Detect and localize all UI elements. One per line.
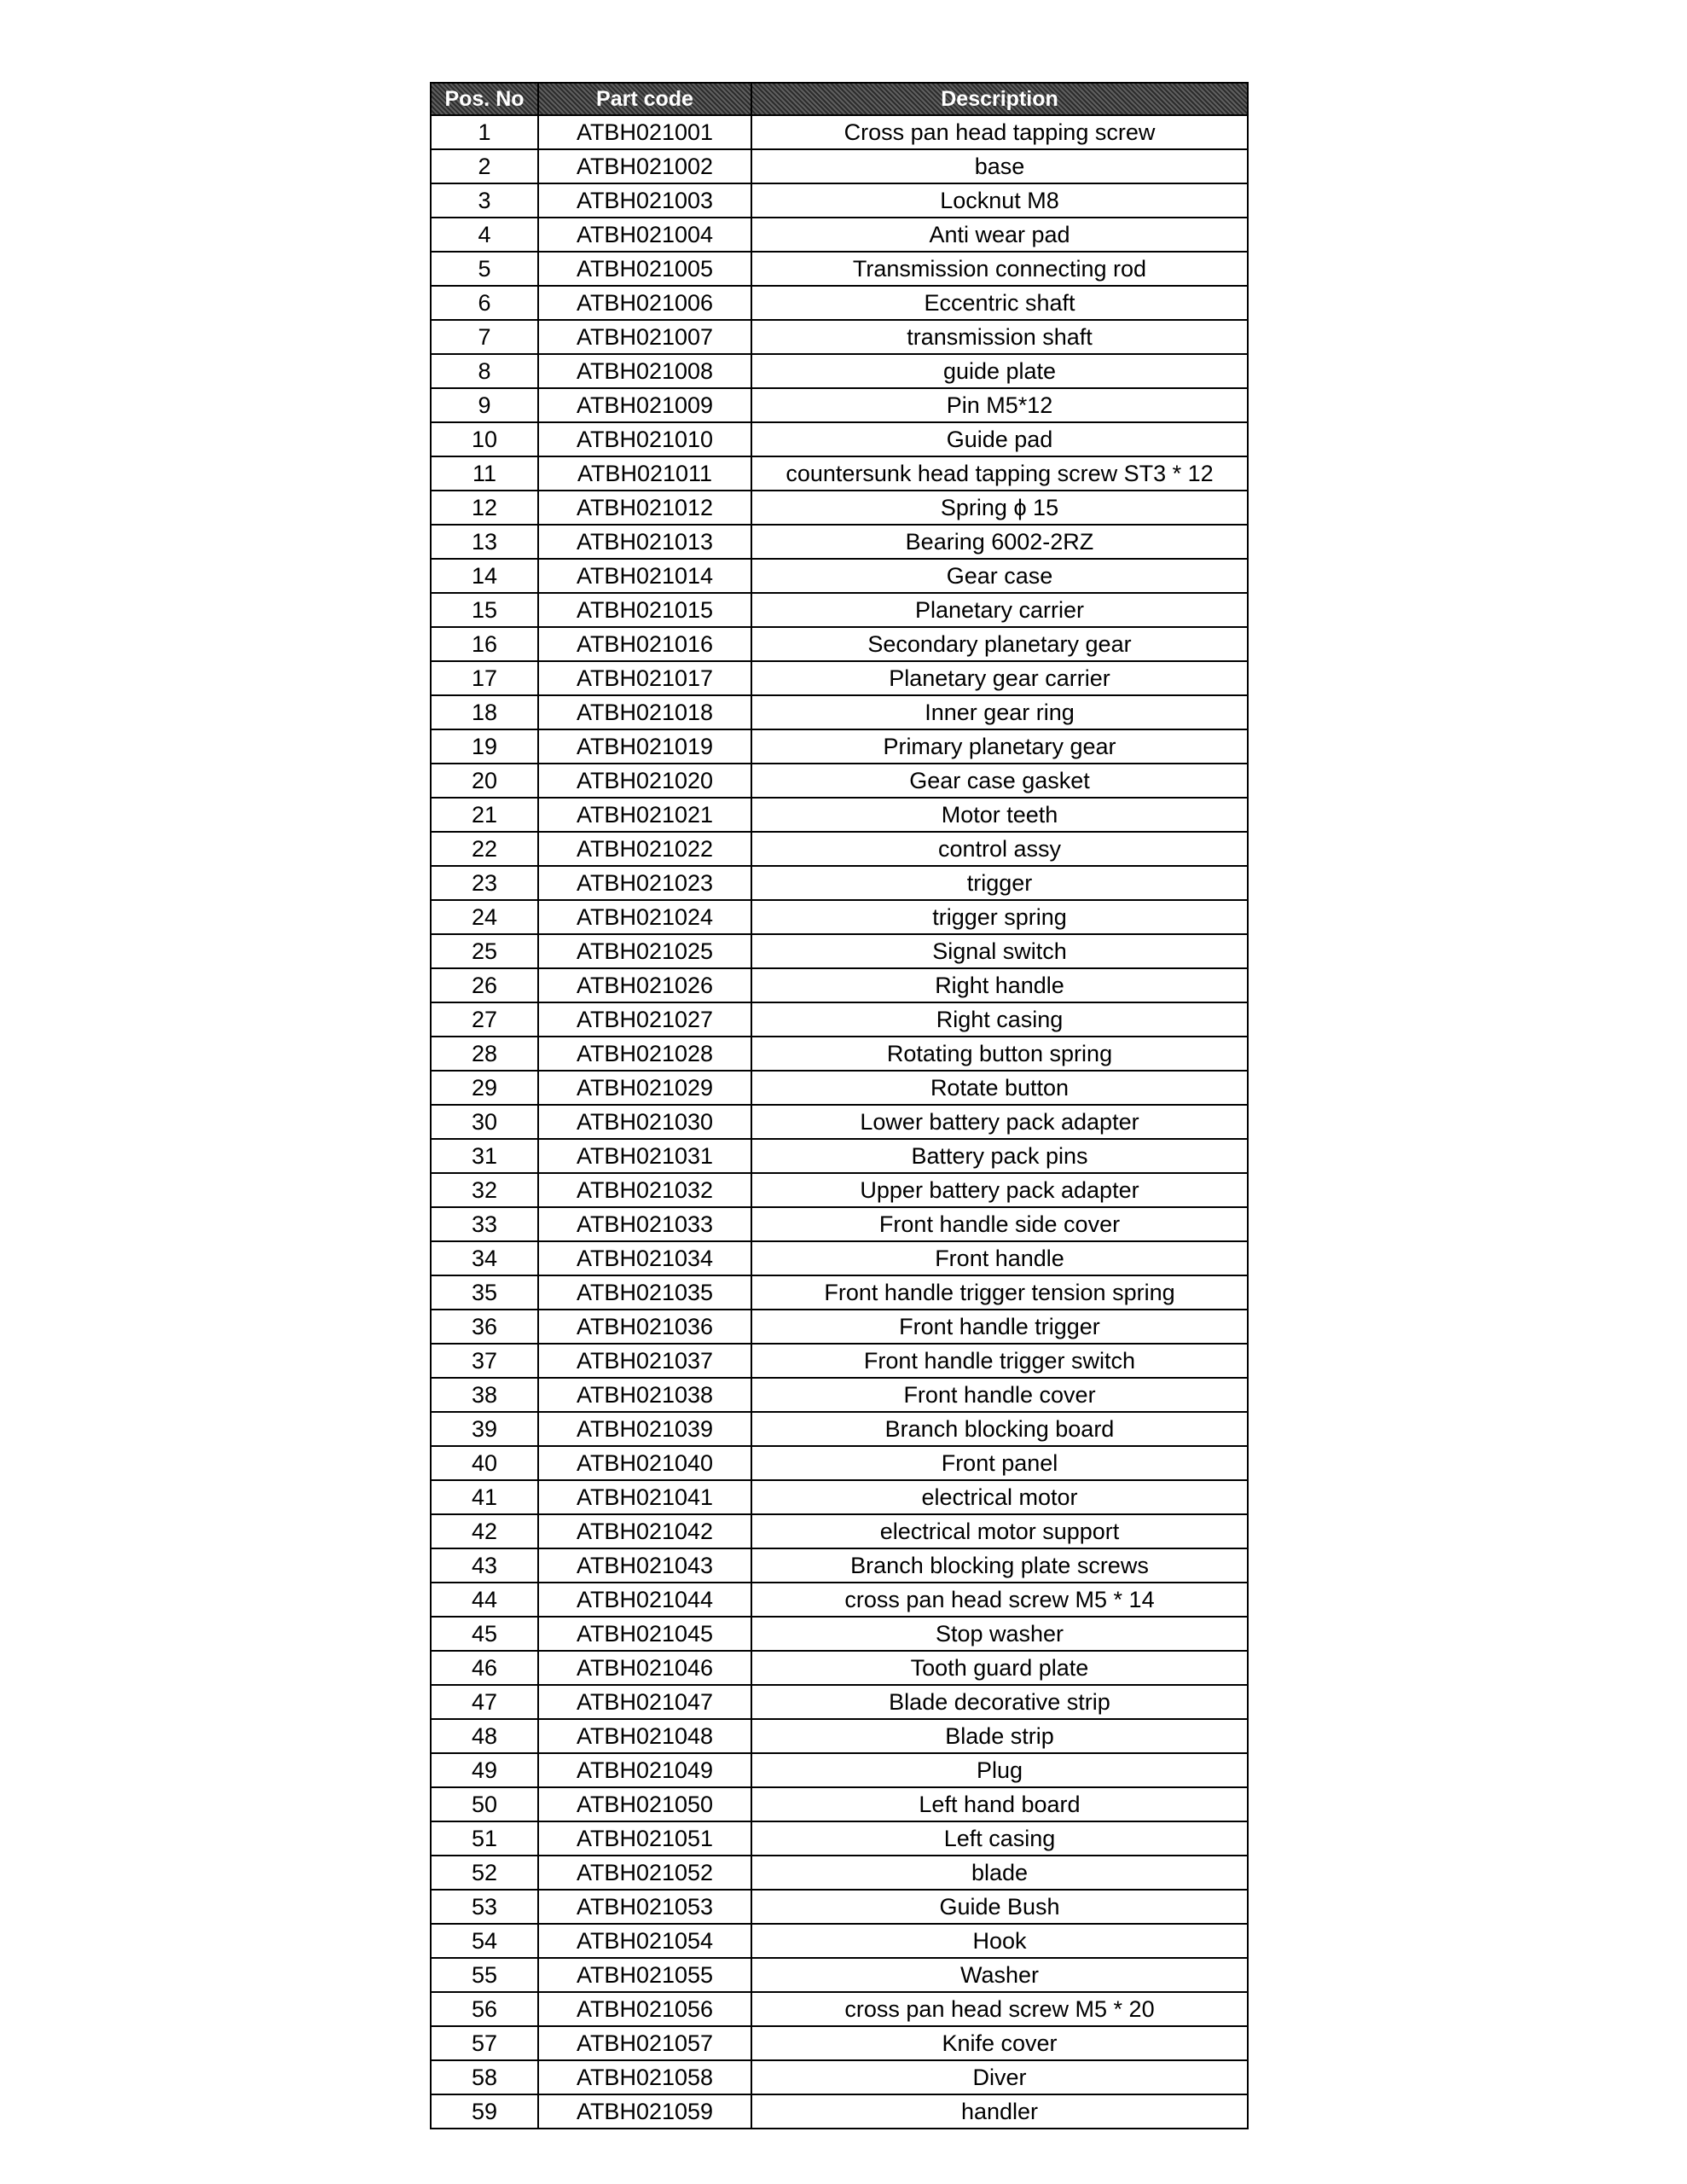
cell-description: Planetary gear carrier xyxy=(751,661,1248,695)
cell-part-code: ATBH021032 xyxy=(538,1173,751,1207)
cell-part-code: ATBH021027 xyxy=(538,1002,751,1037)
cell-pos-no: 46 xyxy=(431,1651,538,1685)
table-row xyxy=(431,1241,1248,1275)
cell-part-code: ATBH021020 xyxy=(538,764,751,798)
table-row xyxy=(431,286,1248,320)
cell-part-code: ATBH021040 xyxy=(538,1446,751,1480)
cell-description: cross pan head screw M5 * 14 xyxy=(751,1583,1248,1617)
cell-part-code: ATBH021055 xyxy=(538,1958,751,1992)
cell-pos-no: 12 xyxy=(431,491,538,525)
cell-pos-no: 57 xyxy=(431,2026,538,2060)
cell-part-code: ATBH021041 xyxy=(538,1480,751,1514)
cell-pos-no: 38 xyxy=(431,1378,538,1412)
cell-description: Transmission connecting rod xyxy=(751,252,1248,286)
cell-pos-no: 8 xyxy=(431,354,538,388)
cell-part-code: ATBH021050 xyxy=(538,1787,751,1821)
table-row xyxy=(431,2026,1248,2060)
cell-part-code: ATBH021043 xyxy=(538,1548,751,1583)
cell-pos-no: 52 xyxy=(431,1856,538,1890)
table-row xyxy=(431,1378,1248,1412)
cell-part-code: ATBH021025 xyxy=(538,934,751,968)
cell-part-code: ATBH021028 xyxy=(538,1037,751,1071)
cell-pos-no: 47 xyxy=(431,1685,538,1719)
cell-description: Upper battery pack adapter xyxy=(751,1173,1248,1207)
table-row xyxy=(431,1992,1248,2026)
table-header xyxy=(431,83,1248,115)
table-row xyxy=(431,1787,1248,1821)
cell-description: Front handle side cover xyxy=(751,1207,1248,1241)
table-row xyxy=(431,695,1248,729)
cell-description: trigger xyxy=(751,866,1248,900)
cell-description: Eccentric shaft xyxy=(751,286,1248,320)
table-row xyxy=(431,1583,1248,1617)
cell-part-code: ATBH021045 xyxy=(538,1617,751,1651)
cell-pos-no: 39 xyxy=(431,1412,538,1446)
table-row xyxy=(431,320,1248,354)
cell-description: handler xyxy=(751,2094,1248,2129)
cell-pos-no: 19 xyxy=(431,729,538,764)
cell-part-code: ATBH021057 xyxy=(538,2026,751,2060)
cell-part-code: ATBH021011 xyxy=(538,456,751,491)
cell-pos-no: 21 xyxy=(431,798,538,832)
table-row xyxy=(431,1310,1248,1344)
cell-description: Gear case xyxy=(751,559,1248,593)
cell-description: trigger spring xyxy=(751,900,1248,934)
cell-part-code: ATBH021018 xyxy=(538,695,751,729)
cell-part-code: ATBH021007 xyxy=(538,320,751,354)
cell-description: Motor teeth xyxy=(751,798,1248,832)
table-row xyxy=(431,1958,1248,1992)
cell-description: control assy xyxy=(751,832,1248,866)
cell-description: base xyxy=(751,149,1248,183)
cell-pos-no: 4 xyxy=(431,218,538,252)
cell-part-code: ATBH021053 xyxy=(538,1890,751,1924)
cell-pos-no: 35 xyxy=(431,1275,538,1310)
cell-part-code: ATBH021012 xyxy=(538,491,751,525)
cell-part-code: ATBH021029 xyxy=(538,1071,751,1105)
cell-description: Lower battery pack adapter xyxy=(751,1105,1248,1139)
cell-pos-no: 30 xyxy=(431,1105,538,1139)
cell-pos-no: 53 xyxy=(431,1890,538,1924)
table-row xyxy=(431,1685,1248,1719)
table-row xyxy=(431,149,1248,183)
table-row xyxy=(431,1924,1248,1958)
cell-pos-no: 54 xyxy=(431,1924,538,1958)
cell-description: Primary planetary gear xyxy=(751,729,1248,764)
cell-part-code: ATBH021047 xyxy=(538,1685,751,1719)
cell-pos-no: 34 xyxy=(431,1241,538,1275)
cell-pos-no: 9 xyxy=(431,388,538,422)
cell-part-code: ATBH021035 xyxy=(538,1275,751,1310)
cell-part-code: ATBH021008 xyxy=(538,354,751,388)
cell-description: guide plate xyxy=(751,354,1248,388)
cell-description: Tooth guard plate xyxy=(751,1651,1248,1685)
cell-pos-no: 27 xyxy=(431,1002,538,1037)
cell-description: Diver xyxy=(751,2060,1248,2094)
table-row xyxy=(431,456,1248,491)
cell-part-code: ATBH021015 xyxy=(538,593,751,627)
table-row xyxy=(431,559,1248,593)
table-row xyxy=(431,218,1248,252)
cell-part-code: ATBH021023 xyxy=(538,866,751,900)
table-body xyxy=(431,115,1248,2129)
cell-description: Blade strip xyxy=(751,1719,1248,1753)
header-row xyxy=(431,83,1248,115)
table-row xyxy=(431,1344,1248,1378)
table-row xyxy=(431,1071,1248,1105)
cell-pos-no: 25 xyxy=(431,934,538,968)
cell-pos-no: 41 xyxy=(431,1480,538,1514)
cell-pos-no: 17 xyxy=(431,661,538,695)
cell-description: Rotating button spring xyxy=(751,1037,1248,1071)
cell-description: electrical motor support xyxy=(751,1514,1248,1548)
cell-description: Front handle xyxy=(751,1241,1248,1275)
table-row xyxy=(431,729,1248,764)
table-row xyxy=(431,1480,1248,1514)
cell-description: cross pan head screw M5 * 20 xyxy=(751,1992,1248,2026)
cell-part-code: ATBH021056 xyxy=(538,1992,751,2026)
table-row xyxy=(431,2094,1248,2129)
table-row xyxy=(431,866,1248,900)
cell-part-code: ATBH021052 xyxy=(538,1856,751,1890)
cell-description: Secondary planetary gear xyxy=(751,627,1248,661)
cell-part-code: ATBH021013 xyxy=(538,525,751,559)
cell-part-code: ATBH021038 xyxy=(538,1378,751,1412)
cell-part-code: ATBH021010 xyxy=(538,422,751,456)
cell-pos-no: 14 xyxy=(431,559,538,593)
cell-pos-no: 50 xyxy=(431,1787,538,1821)
cell-pos-no: 37 xyxy=(431,1344,538,1378)
cell-part-code: ATBH021003 xyxy=(538,183,751,218)
cell-part-code: ATBH021054 xyxy=(538,1924,751,1958)
cell-pos-no: 15 xyxy=(431,593,538,627)
cell-part-code: ATBH021034 xyxy=(538,1241,751,1275)
table-row xyxy=(431,2060,1248,2094)
cell-description: Battery pack pins xyxy=(751,1139,1248,1173)
table-row xyxy=(431,1821,1248,1856)
table-row xyxy=(431,661,1248,695)
cell-description: Stop washer xyxy=(751,1617,1248,1651)
cell-part-code: ATBH021046 xyxy=(538,1651,751,1685)
cell-part-code: ATBH021019 xyxy=(538,729,751,764)
cell-part-code: ATBH021009 xyxy=(538,388,751,422)
cell-description: Left hand board xyxy=(751,1787,1248,1821)
table-row xyxy=(431,1002,1248,1037)
cell-description: Planetary carrier xyxy=(751,593,1248,627)
cell-part-code: ATBH021042 xyxy=(538,1514,751,1548)
cell-description: Spring ϕ 15 xyxy=(751,491,1248,525)
cell-description: Left casing xyxy=(751,1821,1248,1856)
cell-description: Branch blocking board xyxy=(751,1412,1248,1446)
cell-description: Cross pan head tapping screw xyxy=(751,115,1248,149)
table-row xyxy=(431,1207,1248,1241)
header-pos-no: Pos. No xyxy=(431,83,538,115)
table-row xyxy=(431,525,1248,559)
cell-description: Guide Bush xyxy=(751,1890,1248,1924)
cell-pos-no: 44 xyxy=(431,1583,538,1617)
cell-description: Inner gear ring xyxy=(751,695,1248,729)
cell-pos-no: 24 xyxy=(431,900,538,934)
table-row xyxy=(431,1173,1248,1207)
cell-part-code: ATBH021059 xyxy=(538,2094,751,2129)
cell-description: Hook xyxy=(751,1924,1248,1958)
table-row xyxy=(431,1617,1248,1651)
cell-pos-no: 55 xyxy=(431,1958,538,1992)
cell-description: Knife cover xyxy=(751,2026,1248,2060)
cell-pos-no: 3 xyxy=(431,183,538,218)
table-row xyxy=(431,1275,1248,1310)
cell-pos-no: 40 xyxy=(431,1446,538,1480)
table-row xyxy=(431,1890,1248,1924)
cell-part-code: ATBH021005 xyxy=(538,252,751,286)
table-row xyxy=(431,183,1248,218)
cell-pos-no: 20 xyxy=(431,764,538,798)
cell-pos-no: 48 xyxy=(431,1719,538,1753)
cell-description: Pin M5*12 xyxy=(751,388,1248,422)
cell-description: Front handle cover xyxy=(751,1378,1248,1412)
table-row xyxy=(431,1548,1248,1583)
table-row xyxy=(431,627,1248,661)
table-row xyxy=(431,1719,1248,1753)
cell-description: Front handle trigger switch xyxy=(751,1344,1248,1378)
cell-part-code: ATBH021051 xyxy=(538,1821,751,1856)
cell-description: Front handle trigger tension spring xyxy=(751,1275,1248,1310)
cell-part-code: ATBH021036 xyxy=(538,1310,751,1344)
cell-description: countersunk head tapping screw ST3 * 12 xyxy=(751,456,1248,491)
cell-description: Guide pad xyxy=(751,422,1248,456)
cell-description: Rotate button xyxy=(751,1071,1248,1105)
cell-part-code: ATBH021017 xyxy=(538,661,751,695)
table-row xyxy=(431,934,1248,968)
table-row xyxy=(431,798,1248,832)
cell-pos-no: 13 xyxy=(431,525,538,559)
cell-pos-no: 56 xyxy=(431,1992,538,2026)
cell-description: Bearing 6002-2RZ xyxy=(751,525,1248,559)
cell-part-code: ATBH021014 xyxy=(538,559,751,593)
cell-description: Right handle xyxy=(751,968,1248,1002)
cell-pos-no: 31 xyxy=(431,1139,538,1173)
cell-pos-no: 58 xyxy=(431,2060,538,2094)
cell-part-code: ATBH021022 xyxy=(538,832,751,866)
table-row xyxy=(431,422,1248,456)
table-row xyxy=(431,1753,1248,1787)
cell-pos-no: 11 xyxy=(431,456,538,491)
parts-table xyxy=(430,82,1249,2129)
cell-pos-no: 16 xyxy=(431,627,538,661)
cell-pos-no: 22 xyxy=(431,832,538,866)
table-row xyxy=(431,252,1248,286)
cell-description: Right casing xyxy=(751,1002,1248,1037)
cell-description: Blade decorative strip xyxy=(751,1685,1248,1719)
cell-part-code: ATBH021004 xyxy=(538,218,751,252)
cell-part-code: ATBH021058 xyxy=(538,2060,751,2094)
table-row xyxy=(431,388,1248,422)
cell-pos-no: 43 xyxy=(431,1548,538,1583)
cell-pos-no: 23 xyxy=(431,866,538,900)
header-description: Description xyxy=(751,83,1248,115)
cell-pos-no: 42 xyxy=(431,1514,538,1548)
cell-description: electrical motor xyxy=(751,1480,1248,1514)
cell-pos-no: 18 xyxy=(431,695,538,729)
cell-description: transmission shaft xyxy=(751,320,1248,354)
cell-part-code: ATBH021039 xyxy=(538,1412,751,1446)
cell-description: Plug xyxy=(751,1753,1248,1787)
cell-part-code: ATBH021037 xyxy=(538,1344,751,1378)
cell-pos-no: 51 xyxy=(431,1821,538,1856)
cell-pos-no: 1 xyxy=(431,115,538,149)
table-row xyxy=(431,1446,1248,1480)
cell-part-code: ATBH021048 xyxy=(538,1719,751,1753)
cell-part-code: ATBH021021 xyxy=(538,798,751,832)
table-row xyxy=(431,764,1248,798)
cell-description: Washer xyxy=(751,1958,1248,1992)
cell-description: Front handle trigger xyxy=(751,1310,1248,1344)
cell-pos-no: 36 xyxy=(431,1310,538,1344)
table-row xyxy=(431,1037,1248,1071)
cell-description: Branch blocking plate screws xyxy=(751,1548,1248,1583)
cell-part-code: ATBH021006 xyxy=(538,286,751,320)
cell-part-code: ATBH021002 xyxy=(538,149,751,183)
table-row xyxy=(431,968,1248,1002)
cell-pos-no: 49 xyxy=(431,1753,538,1787)
cell-part-code: ATBH021026 xyxy=(538,968,751,1002)
cell-part-code: ATBH021033 xyxy=(538,1207,751,1241)
cell-pos-no: 2 xyxy=(431,149,538,183)
cell-part-code: ATBH021030 xyxy=(538,1105,751,1139)
table-row xyxy=(431,1105,1248,1139)
cell-pos-no: 32 xyxy=(431,1173,538,1207)
table-row xyxy=(431,832,1248,866)
cell-pos-no: 59 xyxy=(431,2094,538,2129)
cell-pos-no: 28 xyxy=(431,1037,538,1071)
cell-pos-no: 10 xyxy=(431,422,538,456)
cell-pos-no: 26 xyxy=(431,968,538,1002)
table-row xyxy=(431,1514,1248,1548)
table-row xyxy=(431,115,1248,149)
cell-part-code: ATBH021016 xyxy=(538,627,751,661)
table-row xyxy=(431,354,1248,388)
cell-description: Signal switch xyxy=(751,934,1248,968)
cell-pos-no: 5 xyxy=(431,252,538,286)
cell-part-code: ATBH021031 xyxy=(538,1139,751,1173)
cell-description: blade xyxy=(751,1856,1248,1890)
table-row xyxy=(431,593,1248,627)
cell-part-code: ATBH021049 xyxy=(538,1753,751,1787)
table-row xyxy=(431,900,1248,934)
cell-description: Front panel xyxy=(751,1446,1248,1480)
cell-part-code: ATBH021001 xyxy=(538,115,751,149)
cell-pos-no: 29 xyxy=(431,1071,538,1105)
cell-description: Locknut M8 xyxy=(751,183,1248,218)
cell-pos-no: 7 xyxy=(431,320,538,354)
cell-pos-no: 45 xyxy=(431,1617,538,1651)
cell-part-code: ATBH021024 xyxy=(538,900,751,934)
cell-pos-no: 33 xyxy=(431,1207,538,1241)
table-row xyxy=(431,1651,1248,1685)
header-part-code: Part code xyxy=(538,83,751,115)
table-row xyxy=(431,1139,1248,1173)
cell-part-code: ATBH021044 xyxy=(538,1583,751,1617)
cell-pos-no: 6 xyxy=(431,286,538,320)
table-row xyxy=(431,1856,1248,1890)
cell-description: Gear case gasket xyxy=(751,764,1248,798)
table-row xyxy=(431,491,1248,525)
table-row xyxy=(431,1412,1248,1446)
cell-description: Anti wear pad xyxy=(751,218,1248,252)
